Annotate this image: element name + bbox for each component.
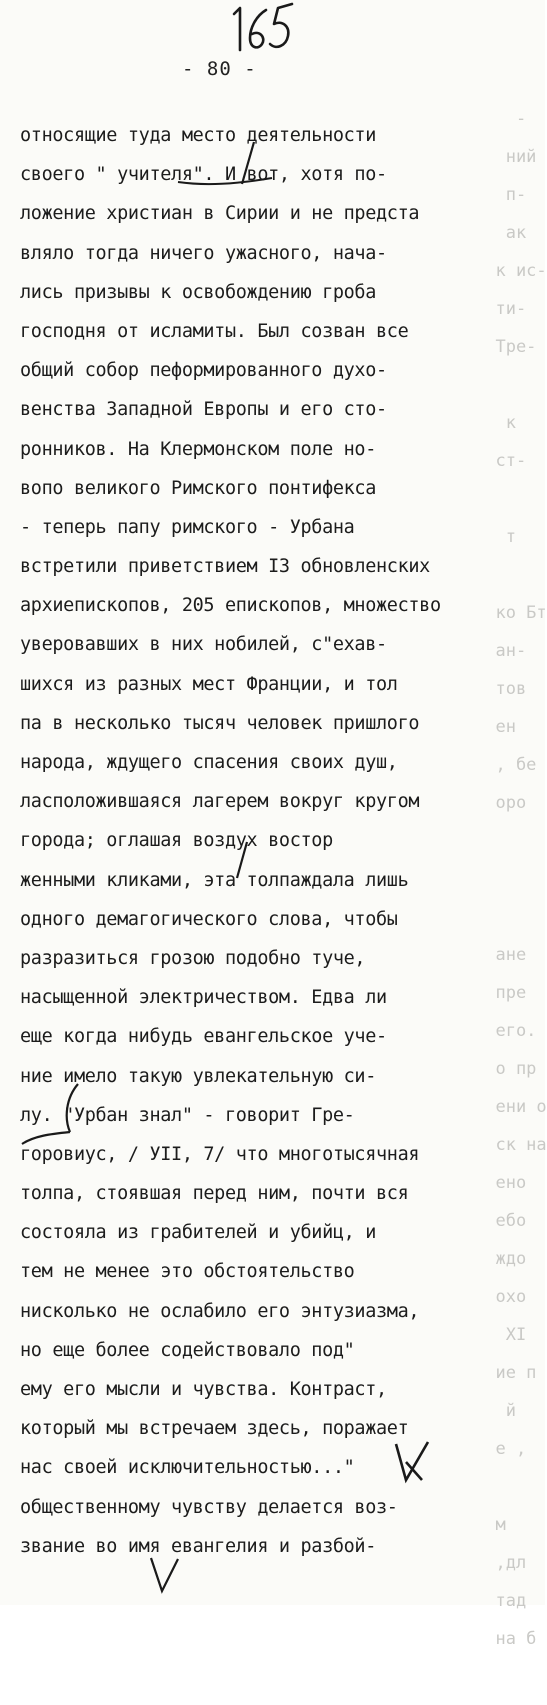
underline-mark — [176, 172, 276, 192]
text-line: архиепископов, 205 епископов, множество — [20, 595, 441, 617]
text-line: женными кликами, эта толпаждала лишь — [20, 869, 409, 891]
text-line: тем не менее это обстоятельство — [20, 1261, 355, 1283]
text-line: звание во имя евангелия и разбой- — [20, 1535, 377, 1557]
text-line: ронников. На Клермонском поле но- — [20, 438, 377, 460]
text-line: своего " учителя". И вот, хотя по- — [20, 164, 387, 186]
text-line: лись призывы к освобождению гроба — [20, 281, 377, 303]
text-line: встретили приветствием I3 обновленских — [20, 556, 430, 578]
text-line: венства Западной Европы и его сто- — [20, 399, 387, 421]
text-line: вляло тогда ничего ужасного, нача- — [20, 242, 387, 264]
typed-text-body — [20, 116, 520, 1566]
text-line: еще когда нибудь евангельское уче- — [20, 1026, 387, 1048]
text-line: насыщенной электричеством. Едва ли — [20, 987, 387, 1009]
text-line: па в несколько тысяч человек пришлого — [20, 712, 420, 734]
text-line: ласположившаяся лагерем вокруг кругом — [20, 791, 420, 813]
slash-mark — [234, 840, 250, 880]
text-line: горовиус, / УII, 7/ что многотысячная — [20, 1143, 420, 1165]
page-number: - 80 - — [182, 58, 257, 80]
text-line: господня от исламиты. Был созван все — [20, 320, 409, 342]
text-line: нас своей исключительностью..." — [20, 1457, 355, 1479]
text-line: - теперь папу римского - Урбана — [20, 516, 355, 538]
slash-mark — [238, 140, 258, 186]
text-line: народа, ждущего спасения своих душ, — [20, 752, 398, 773]
text-line: уверовавших в них нобилей, с"ехав- — [20, 634, 387, 656]
check-mark — [392, 1440, 432, 1484]
text-line: лу. "Урбан знал" - говорит Гре- — [20, 1104, 355, 1126]
text-line: нисколько не ослабило его энтузиазма, — [20, 1300, 420, 1322]
text-line: ние имело такую увлекательную си- — [20, 1065, 377, 1087]
bleed-through-text: - ний п- ак к ис- ти- Тре- к ст- т ко Бт ан- тов ен , бе оро ане пре его. о пр ени о ск на ено ебо ждо охо XI ие п й е , м ,дл тад на б — [495, 109, 547, 1649]
text-line: разразиться грозою подобно туче, — [20, 947, 366, 969]
text-line: общественному чувству делается воз- — [20, 1496, 398, 1518]
text-line: общий собор пеформированного духо- — [20, 360, 387, 382]
paragraph-bracket-mark — [20, 1080, 110, 1146]
text-line: относящие туда место деятельности — [20, 125, 377, 146]
text-line: вопо великого Римского понтифекса — [20, 477, 377, 499]
text-line: одного демагогического слова, чтобы — [20, 908, 398, 930]
text-line: состояла из грабителей и убийц, и — [20, 1222, 377, 1244]
text-line: ему его мысли и чувства. Контраст, — [20, 1379, 387, 1400]
check-mark — [148, 1555, 182, 1595]
text-line: ложение христиан в Сирии и не предста — [20, 203, 420, 225]
text-line: который мы встречаем здесь, поражает — [20, 1418, 409, 1440]
text-line: города; оглашая воздух востор — [20, 830, 333, 852]
text-line: толпа, стоявшая перед ним, почти вся — [20, 1183, 409, 1205]
text-line: шихся из разных мест Франции, и тол — [20, 673, 398, 695]
text-line: но еще более содействовало под" — [20, 1339, 355, 1361]
handwritten-page-number — [226, 0, 296, 60]
